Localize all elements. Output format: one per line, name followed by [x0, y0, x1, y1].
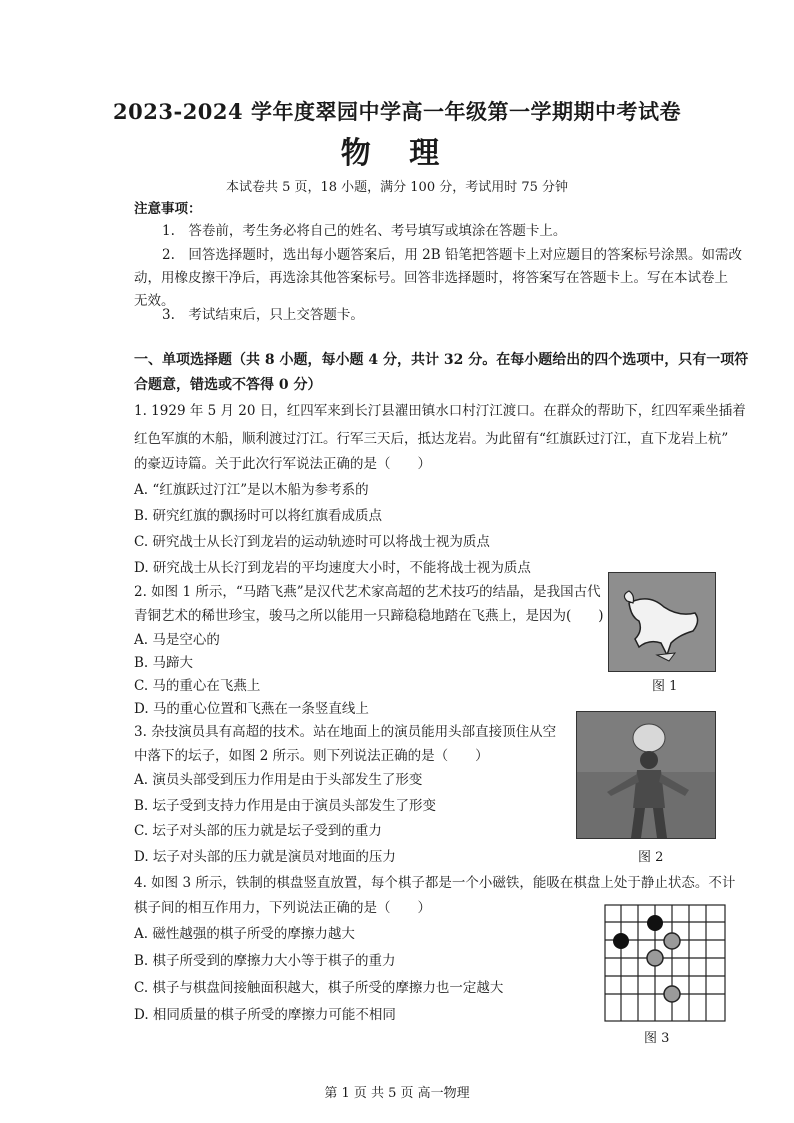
option-c: C. 坛子对头部的压力就是坛子受到的重力 [134, 823, 382, 839]
option-c: C. 棋子与棋盘间接触面积越大，棋子所受的摩擦力也一定越大 [134, 980, 504, 996]
option-d: D. 研究战士从长汀到龙岩的平均速度大小时，不能将战士视为质点 [134, 560, 531, 576]
subject-title: 物 理 [340, 136, 454, 171]
option-d: D. 相同质量的棋子所受的摩擦力可能不相同 [134, 1007, 396, 1023]
exam-info: 本试卷共 5 页，18 小题，满分 100 分，考试用时 75 分钟 [225, 180, 569, 195]
figure-1-horse-photo [608, 572, 716, 672]
option-b: B. 坛子受到支持力作用是由于演员头部发生了形变 [134, 798, 437, 814]
figure-2-acrobat-photo [576, 711, 716, 839]
question-stem: 的豪迈诗篇。关于此次行军说法正确的是（ ） [134, 456, 431, 472]
option-a: A. “红旗跃过汀江”是以木船为参考系的 [134, 482, 369, 498]
option-a: A. 磁性越强的棋子所受的摩擦力越大 [134, 926, 355, 942]
question-stem: 1. 1929 年 5 月 20 日，红四军来到长汀县濯田镇水口村汀江渡口。在群众的帮助下，红四军乘坐插着 [134, 403, 746, 419]
notice-item: 3. 考试结束后，只上交答题卡。 [162, 307, 364, 323]
chess-piece-gray [664, 933, 680, 949]
notice-item: 动，用橡皮擦干净后，再选涂其他答案标号。回答非选择题时，将答案写在答题卡上。写在本试卷上 [134, 270, 728, 286]
question-stem: 青铜艺术的稀世珍宝，骏马之所以能用一只蹄稳稳地踏在飞燕上，是因为( ) [134, 608, 604, 624]
option-d: D. 马的重心位置和飞燕在一条竖直线上 [134, 701, 369, 717]
question-stem: 4. 如图 3 所示，铁制的棋盘竖直放置，每个棋子都是一个小磁铁，能吸在棋盘上处于静止状态。不计 [134, 875, 736, 891]
chess-piece-black [647, 915, 663, 931]
question-stem: 棋子间的相互作用力，下列说法正确的是（ ） [134, 900, 431, 916]
question-stem: 红色军旗的木船，顺利渡过汀江。行军三天后，抵达龙岩。为此留有“红旗跃过汀江，直下龙岩上杭” [134, 431, 729, 447]
option-d: D. 坛子对头部的压力就是演员对地面的压力 [134, 849, 396, 865]
option-c: C. 研究战士从长汀到龙岩的运动轨迹时可以将战士视为质点 [134, 534, 490, 550]
notice-heading: 注意事项： [134, 201, 202, 217]
notice-item: 无效。 [134, 293, 175, 309]
figure-1-caption: 图 1 [652, 679, 678, 694]
option-b: B. 研究红旗的飘扬时可以将红旗看成质点 [134, 508, 383, 524]
option-b: B. 马蹄大 [134, 655, 194, 671]
page-footer: 第 1 页 共 5 页 高一物理 [324, 1086, 470, 1101]
section-heading: 一、单项选择题（共 8 小题，每小题 4 分，共计 32 分。在每小题给出的四个选项中，只有一项符 [134, 352, 749, 368]
option-b: B. 棋子所受到的摩擦力大小等于棋子的重力 [134, 953, 396, 969]
chess-piece-gray [647, 950, 663, 966]
option-a: A. 演员头部受到压力作用是由于头部发生了形变 [134, 772, 423, 788]
section-heading: 合题意，错选或不答得 0 分） [134, 377, 322, 393]
figure-3-chessboard [604, 904, 726, 1022]
question-stem: 中落下的坛子，如图 2 所示。则下列说法正确的是（ ） [134, 748, 489, 764]
figure-3-caption: 图 3 [644, 1031, 670, 1046]
option-c: C. 马的重心在飞燕上 [134, 678, 261, 694]
notice-item: 2. 回答选择题时，选出每小题答案后，用 2B 铅笔把答题卡上对应题目的答案标号涂黑。如需改 [162, 247, 742, 263]
notice-item: 1. 答卷前，考生务必将自己的姓名、考号填写或填涂在答题卡上。 [162, 223, 567, 239]
question-stem: 2. 如图 1 所示，“马踏飞燕”是汉代艺术家高超的艺术技巧的结晶，是我国古代 [134, 584, 601, 600]
page-title: 2023-2024 学年度翠园中学高一年级第一学期期中考试卷 [113, 99, 681, 124]
question-stem: 3. 杂技演员具有高超的技术。站在地面上的演员能用头部直接顶住从空 [134, 724, 557, 740]
chess-piece-gray [664, 986, 680, 1002]
option-a: A. 马是空心的 [134, 632, 220, 648]
figure-2-caption: 图 2 [638, 850, 664, 865]
chess-piece-black [613, 933, 629, 949]
